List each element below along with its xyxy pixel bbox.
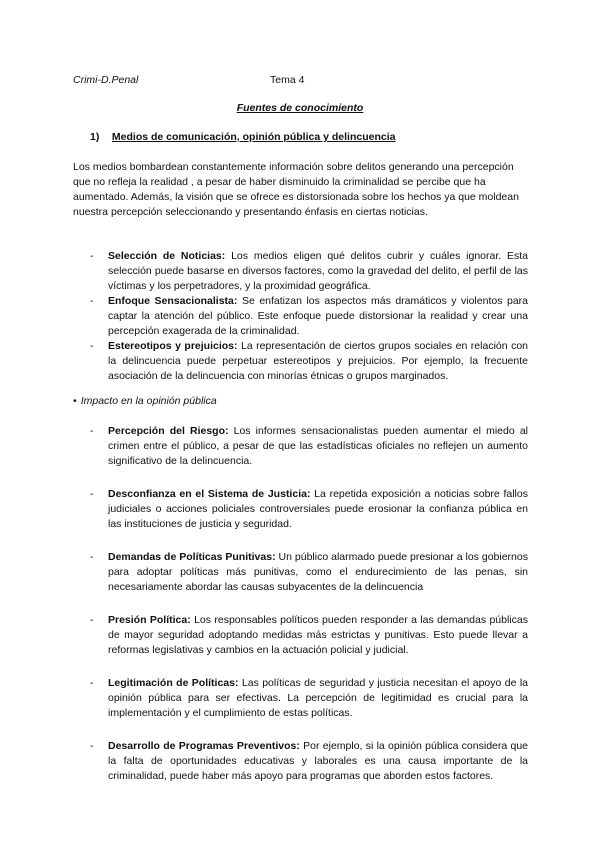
- section-heading: [90, 131, 395, 143]
- dash-marker: -: [90, 250, 94, 262]
- dash-marker: -: [90, 295, 94, 307]
- list-item: [90, 739, 528, 784]
- list-item: [90, 249, 528, 294]
- list-item-text: Los medios eligen qué delitos cubrir y cuáles ignorar. Esta selección puede basarse en diversos factores, como la gravedad del delito, el perfil de las víctimas y los perpetradores, y la proximidad geográfica.: [108, 250, 528, 292]
- list-item-text: Los responsables políticos pueden responder a las demandas públicas de mayor seguridad adoptando medidas más estrictas y punitivas. Esto puede llevar a reformas legislativas y cambios en la actuación policial y judicial.: [108, 614, 528, 656]
- section-number: 1): [90, 131, 100, 143]
- dash-marker: -: [90, 614, 94, 626]
- dash-marker: -: [90, 425, 94, 437]
- dash-marker: -: [90, 677, 94, 689]
- intro-paragraph: Los medios bombardean constantemente información sobre delitos generando una percepción que no refleja la realidad , a pesar de haber disminuido la criminalidad se percibe que ha aumentado. Además, la visión que se ofrece es distorsionada sobre los hechos ya que moldean nuestra percepción seleccionando y presentando énfasis en ciertas noticias.: [73, 161, 519, 218]
- list-item-text: Un público alarmado puede presionar a los gobiernos para adoptar políticas más punitivas, como el endurecimiento de las penas, sin necesariamente abordar las causas subyacentes de la delincuencia: [108, 551, 528, 593]
- dash-marker: -: [90, 340, 94, 352]
- list-item: [90, 550, 528, 595]
- dash-marker: -: [90, 740, 94, 752]
- list-item: [90, 487, 528, 532]
- list-item: [90, 424, 528, 469]
- list-item-text: La repetida exposición a noticias sobre fallos judiciales o acciones policiales controversiales puede erosionar la confianza pública en las instituciones de justicia y seguridad.: [108, 488, 528, 530]
- list-item: [90, 676, 528, 721]
- list-item-term: Legitimación de Políticas:: [108, 677, 239, 689]
- list-item-term: Enfoque Sensacionalista:: [108, 295, 238, 307]
- list-item-term: Selección de Noticias:: [108, 250, 226, 262]
- list-item-term: Demandas de Políticas Punitivas:: [108, 551, 276, 563]
- list-item: [90, 294, 528, 339]
- course-label: Crimi-D.Penal: [73, 74, 139, 86]
- list-item-term: Desconfianza en el Sistema de Justicia:: [108, 488, 311, 500]
- impact-subheading: [73, 395, 217, 407]
- list-item-term: Estereotipos y prejuicios:: [108, 340, 238, 352]
- page-title: Fuentes de conocimiento: [236, 102, 364, 114]
- list-item-term: Presión Política:: [108, 614, 191, 626]
- list-item-text: Los informes sensacionalistas pueden aumentar el miedo al crimen entre el público, a pesar de que las estadísticas oficiales no reflejen un aumento significativo de la delincuencia.: [108, 425, 528, 467]
- dash-marker: -: [90, 551, 94, 563]
- list-item-text: Por ejemplo, si la opinión pública considera que la falta de oportunidades educativas y laborales es una causa importante de la criminalidad, puede haber más apoyo para programas que aborden estos factores.: [108, 740, 529, 782]
- list-item-text: Se enfatizan los aspectos más dramáticos y violentos para captar la atención del público. Este enfoque puede distorsionar la realidad y crear una percepción exagerada de la criminalidad.: [108, 295, 529, 337]
- impact-label: Impacto en la opinión pública: [80, 395, 217, 407]
- bullet-marker: •: [73, 395, 77, 407]
- section-heading-text: Medios de comunicación, opinión pública y delincuencia: [111, 131, 396, 143]
- topic-label: Tema 4: [270, 74, 305, 86]
- list-public-opinion-impact: [90, 424, 528, 802]
- list-item-term: Percepción del Riesgo:: [108, 425, 229, 437]
- list-media-effects: [90, 249, 528, 384]
- list-item-text: La representación de ciertos grupos sociales en relación con la delincuencia puede perpetuar estereotipos y prejuicios. Por ejemplo, la frecuente asociación de la delincuencia con minorías étnicas o grupos marginados.: [108, 340, 528, 382]
- dash-marker: -: [90, 488, 94, 500]
- list-item-text: Las políticas de seguridad y justicia necesitan el apoyo de la opinión pública para ser efectivas. La percepción de legitimidad es crucial para la implementación y el cumplimiento de estas políticas.: [108, 677, 528, 719]
- list-item-term: Desarrollo de Programas Preventivos:: [108, 740, 300, 752]
- list-item: [90, 613, 528, 658]
- list-item: [90, 339, 528, 384]
